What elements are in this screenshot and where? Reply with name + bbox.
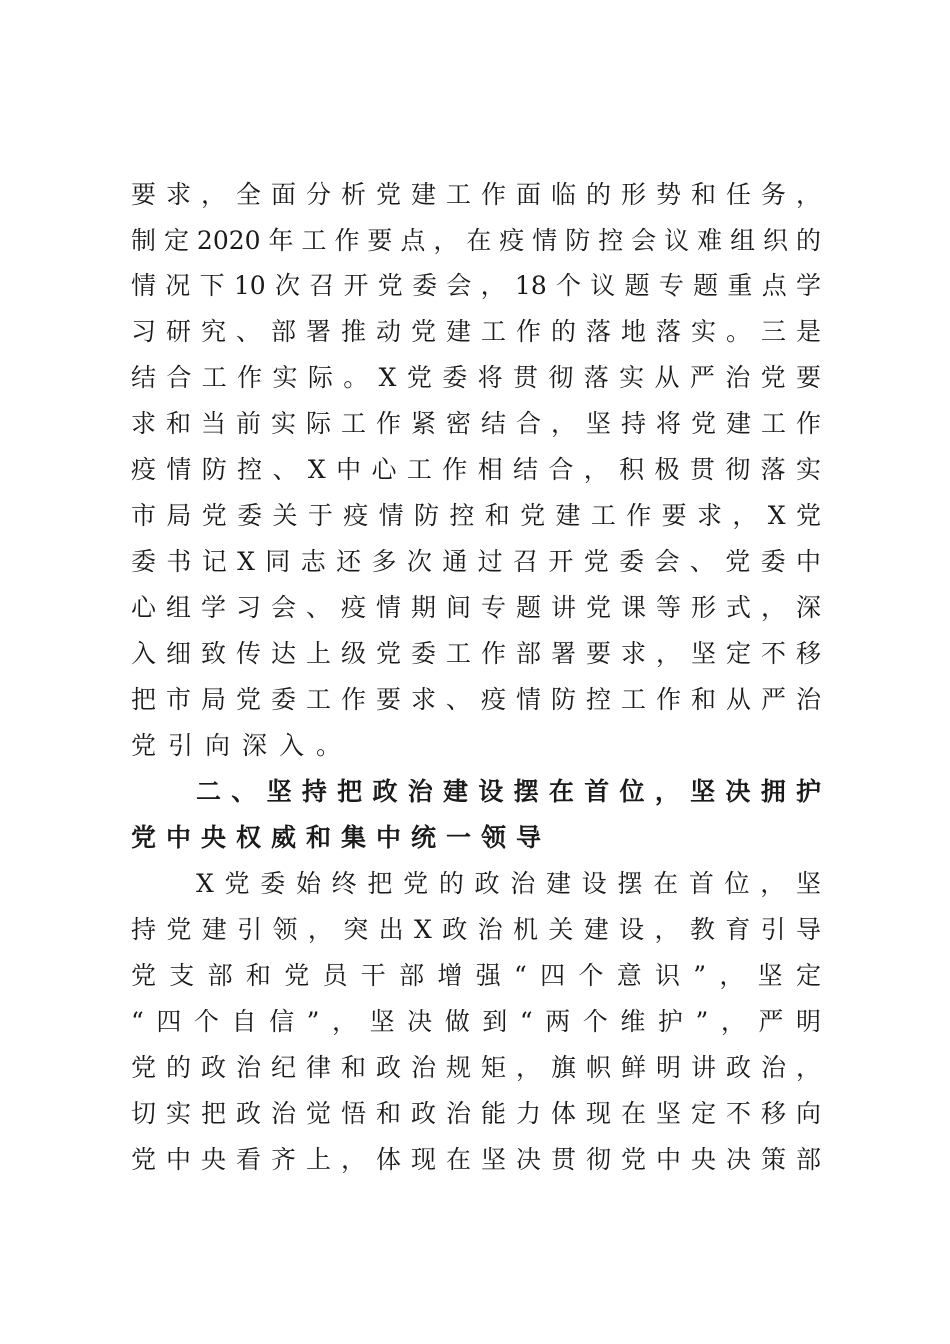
text-line: 心组学习会、疫情期间专题讲党课等形式，深 (131, 593, 821, 622)
section-heading: 二、坚持把政治建设摆在首位，坚决拥护 (196, 777, 821, 806)
text-line: 情况下10次召开党委会，18个议题专题重点学 (131, 271, 821, 300)
text-line: 结合工作实际。X党委将贯彻落实从严治党要 (131, 363, 821, 392)
text-line: “四个自信”，坚决做到“两个维护”，严明 (131, 1007, 821, 1036)
text-line: 持党建引领，突出X政治机关建设，教育引导 (131, 915, 821, 944)
text-line: 入细致传达上级党委工作部署要求，坚定不移 (131, 639, 821, 668)
text-line: 疫情防控、X中心工作相结合，积极贯彻落实 (131, 455, 821, 484)
text-line: 把市局党委工作要求、疫情防控工作和从严治 (131, 685, 821, 714)
text-line: 委书记X同志还多次通过召开党委会、党委中 (131, 547, 821, 576)
text-line: 要求，全面分析党建工作面临的形势和任务， (131, 180, 821, 209)
text-line: 市局党委关于疫情防控和党建工作要求，X党 (131, 501, 821, 530)
text-line: 切实把政治觉悟和政治能力体现在坚定不移向 (131, 1099, 821, 1128)
text-line: X党委始终把党的政治建设摆在首位，坚 (196, 869, 821, 898)
section-heading: 党中央权威和集中统一领导 (131, 823, 552, 852)
text-line: 党支部和党员干部增强“四个意识”，坚定 (131, 961, 821, 990)
text-line: 制定2020年工作要点，在疫情防控会议难组织的 (131, 226, 821, 255)
text-line: 党中央看齐上，体现在坚决贯彻党中央决策部 (131, 1145, 821, 1174)
text-line: 习研究、部署推动党建工作的落地落实。三是 (131, 317, 821, 346)
text-line: 党引向深入。 (131, 731, 354, 760)
text-line: 求和当前实际工作紧密结合，坚持将党建工作 (131, 409, 821, 438)
text-line: 党的政治纪律和政治规矩，旗帜鲜明讲政治， (131, 1053, 821, 1082)
